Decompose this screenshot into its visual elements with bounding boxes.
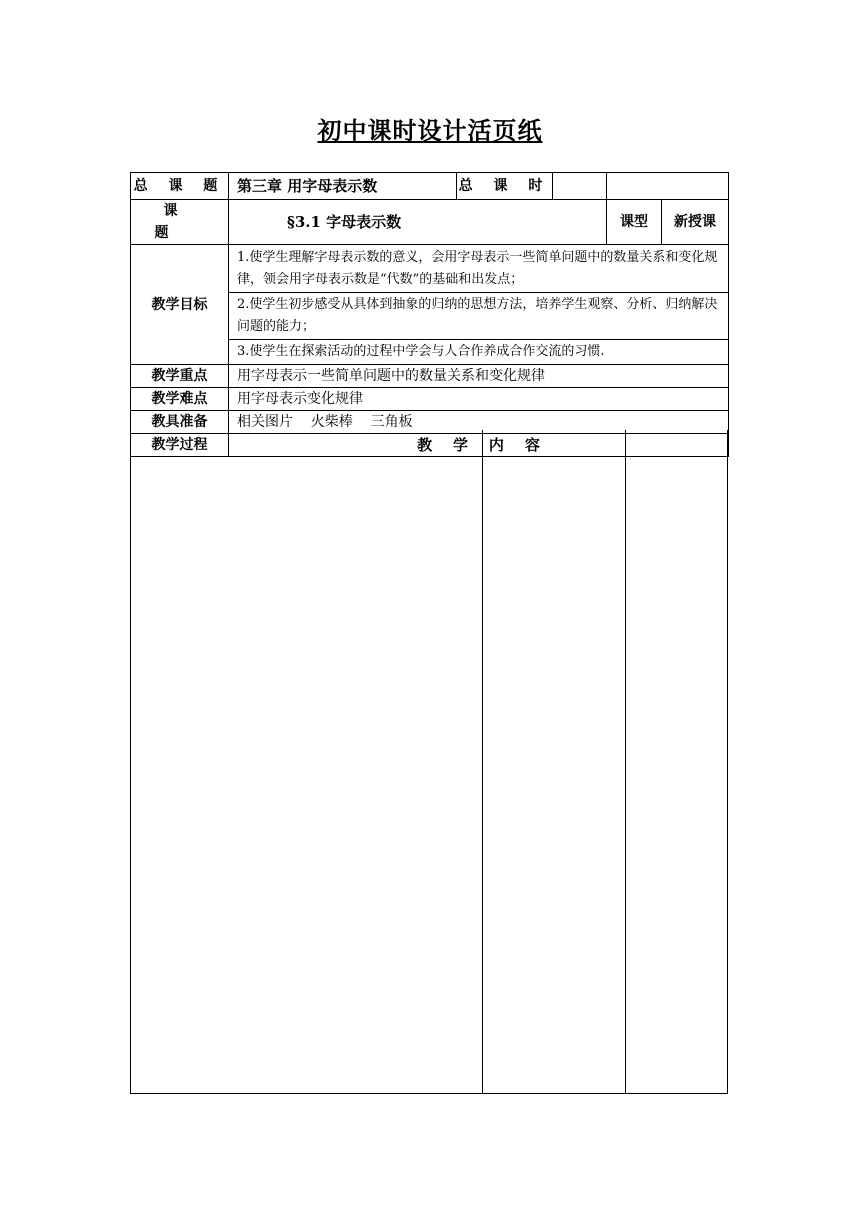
- objective-item: 1.使学生理解字母表示数的意义，会用字母表示一些简单问题中的数量关系和变化规律，领会用字母表示数是“代数”的基础和出发点；: [229, 245, 729, 293]
- total-hours-extra: [607, 173, 729, 200]
- materials-label: 教具准备: [131, 411, 229, 434]
- lesson-value: §3.1 字母表示数: [229, 200, 607, 245]
- total-hours-label: 总 课 时: [457, 173, 553, 200]
- lesson-content-area: [130, 430, 728, 1094]
- row-difficulty: [131, 388, 729, 411]
- total-hours-value: [553, 173, 607, 200]
- objectives-label: 教学目标: [131, 245, 229, 365]
- row-lesson: [131, 200, 729, 245]
- objective-item: 3.使学生在探索活动的过程中学会与人合作养成合作交流的习惯.: [229, 340, 729, 365]
- row-total-topic: [131, 173, 729, 200]
- objective-item: 2.使学生初步感受从具体到抽象的归纳的思想方法，培养学生观察、分析、归纳解决问题的能力；: [229, 293, 729, 340]
- key-point-value: 用字母表示一些简单问题中的数量关系和变化规律: [229, 365, 729, 388]
- process-label: 教学过程: [131, 434, 229, 457]
- lesson-label: 课 题: [131, 200, 229, 245]
- content-header: 教 学 内 容: [229, 434, 729, 457]
- row-key-point: [131, 365, 729, 388]
- difficulty-label: 教学难点: [131, 388, 229, 411]
- row-objective-1: [131, 245, 729, 293]
- column-divider: [482, 430, 483, 1093]
- lesson-type-label: 课型: [607, 200, 662, 245]
- column-divider: [625, 430, 626, 1093]
- key-point-label: 教学重点: [131, 365, 229, 388]
- materials-value: 相关图片 火柴棒 三角板: [229, 411, 729, 434]
- lesson-plan-table: [130, 172, 729, 457]
- total-topic-value: 第三章 用字母表示数: [229, 173, 457, 200]
- total-topic-label: 总 课 题: [131, 173, 229, 200]
- difficulty-value: 用字母表示变化规律: [229, 388, 729, 411]
- lesson-type-value: 新授课: [662, 200, 729, 245]
- page-title: 初中课时设计活页纸: [317, 116, 543, 145]
